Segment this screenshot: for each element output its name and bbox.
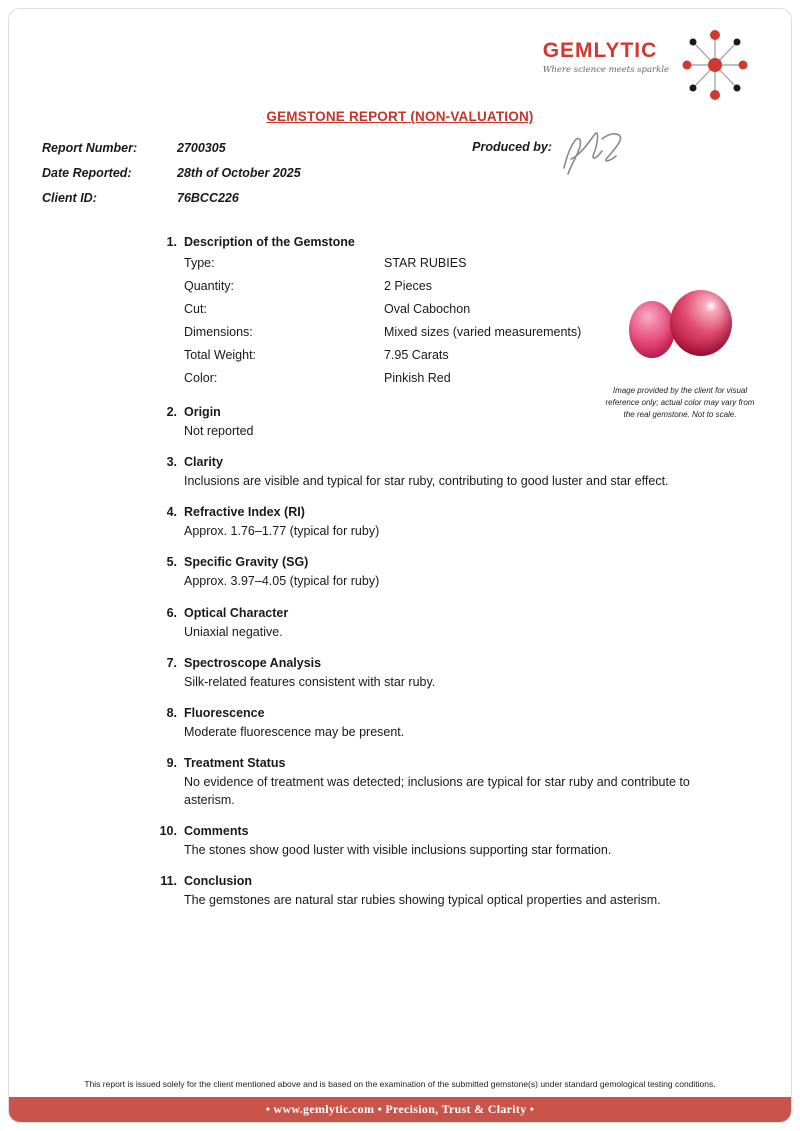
meta-row-client-id (42, 186, 751, 211)
field-row-type (184, 252, 741, 275)
type-label: Type: (184, 256, 215, 270)
section-body: Approx. 3.97–4.05 (typical for ruby) (184, 574, 380, 589)
date-reported-label: Date Reported: (42, 166, 132, 180)
section-number: 7. (166, 655, 177, 670)
section-treatment-status (149, 756, 741, 809)
section-number: 6. (166, 605, 177, 620)
section-clarity (149, 455, 741, 490)
section-body: The stones show good luster with visible inclusions supporting star formation. (184, 843, 612, 858)
footer-bar (9, 1097, 791, 1122)
section-number: 4. (166, 505, 177, 520)
section-title: Spectroscope Analysis (184, 655, 322, 670)
section-body: Approx. 1.76–1.77 (typical for ruby) (184, 524, 380, 539)
quantity-value: 2 Pieces (384, 279, 432, 293)
section-specific-gravity (149, 555, 741, 590)
footer-bar-text: • www.gemlytic.com • Precision, Trust & Clarity • (265, 1102, 535, 1116)
section-title: Treatment Status (184, 755, 286, 770)
color-value: Pinkish Red (384, 371, 451, 385)
color-label: Color: (184, 371, 218, 385)
section-title: Origin (184, 405, 221, 419)
dimensions-value: Mixed sizes (varied measurements) (384, 325, 582, 339)
section-number: 5. (166, 555, 177, 570)
section-title: Refractive Index (RI) (184, 505, 305, 520)
section-number: 3. (166, 455, 177, 470)
client-id-value: 76BCC226 (177, 191, 239, 205)
meta-row-report-number (42, 136, 751, 161)
section-title: Description of the Gemstone (184, 235, 355, 249)
produced-by-label: Produced by: (472, 140, 552, 154)
section-comments (149, 824, 741, 859)
meta-row-date-reported (42, 161, 751, 186)
report-number-label: Report Number: (42, 141, 138, 155)
ruby-stone-right (670, 290, 732, 356)
footer-disclaimer: This report is issued solely for the client mentioned above and is based on the examination of the submitted gemstone(s) under standard gemological testing conditions. (84, 1079, 716, 1089)
section-body: Moderate fluorescence may be present. (184, 724, 405, 739)
report-page (8, 8, 792, 1123)
section-fluorescence (149, 706, 741, 741)
section-number: 9. (166, 755, 177, 770)
section-spectroscope-analysis (149, 656, 741, 691)
quantity-label: Quantity: (184, 279, 235, 293)
report-number-value: 2700305 (177, 141, 226, 155)
photo-caption: Image provided by the client for visual reference only; actual color may vary from the real gemstone. Not to scale. (605, 386, 755, 419)
section-number: 1. (166, 235, 177, 249)
section-body: Not reported (184, 424, 254, 438)
section-conclusion (149, 874, 741, 909)
section-body: Inclusions are visible and typical for star ruby, contributing to good luster and star effect. (184, 474, 669, 489)
section-optical-character (149, 606, 741, 641)
section-body: Uniaxial negative. (184, 624, 283, 639)
brand-text (543, 25, 669, 75)
gemstone-photo (629, 283, 749, 383)
total-weight-label: Total Weight: (184, 348, 257, 362)
section-title: Specific Gravity (SG) (184, 555, 309, 570)
brand-logo (543, 25, 751, 110)
section-title: Optical Character (184, 605, 289, 620)
section-number: 11. (160, 874, 177, 889)
section-title: Fluorescence (184, 705, 265, 720)
section-title: Comments (184, 824, 249, 839)
produced-by (472, 136, 626, 183)
section-number: 2. (166, 405, 177, 419)
header (9, 9, 791, 105)
section-title: Conclusion (184, 874, 253, 889)
section-title: Clarity (184, 455, 223, 470)
section-number: 8. (166, 705, 177, 720)
report-title: GEMSTONE REPORT (NON-VALUATION) (266, 109, 534, 124)
total-weight-value: 7.95 Carats (384, 348, 449, 362)
date-reported-value: 28th of October 2025 (177, 166, 301, 180)
section-refractive-index (149, 505, 741, 540)
dimensions-label: Dimensions: (184, 325, 253, 339)
signature (558, 128, 626, 183)
brand-tagline: Where science meets sparkle (542, 65, 669, 75)
cut-value: Oval Cabochon (384, 302, 471, 316)
section-number: 10. (159, 824, 177, 839)
client-id-label: Client ID: (42, 191, 97, 205)
section-body: The gemstones are natural star rubies showing typical optical properties and asterism. (184, 893, 661, 908)
ruby-stone-left (629, 301, 675, 358)
cut-label: Cut: (184, 302, 207, 316)
section-body: Silk-related features consistent with star ruby. (184, 674, 436, 689)
molecule-logo-icon (679, 25, 751, 110)
section-body: No evidence of treatment was detected; inclusions are typical for star ruby and contribute to asterism. (184, 774, 690, 807)
brand-name: GEMLYTIC (542, 39, 658, 62)
report-meta (42, 136, 751, 211)
type-value: STAR RUBIES (384, 256, 467, 270)
